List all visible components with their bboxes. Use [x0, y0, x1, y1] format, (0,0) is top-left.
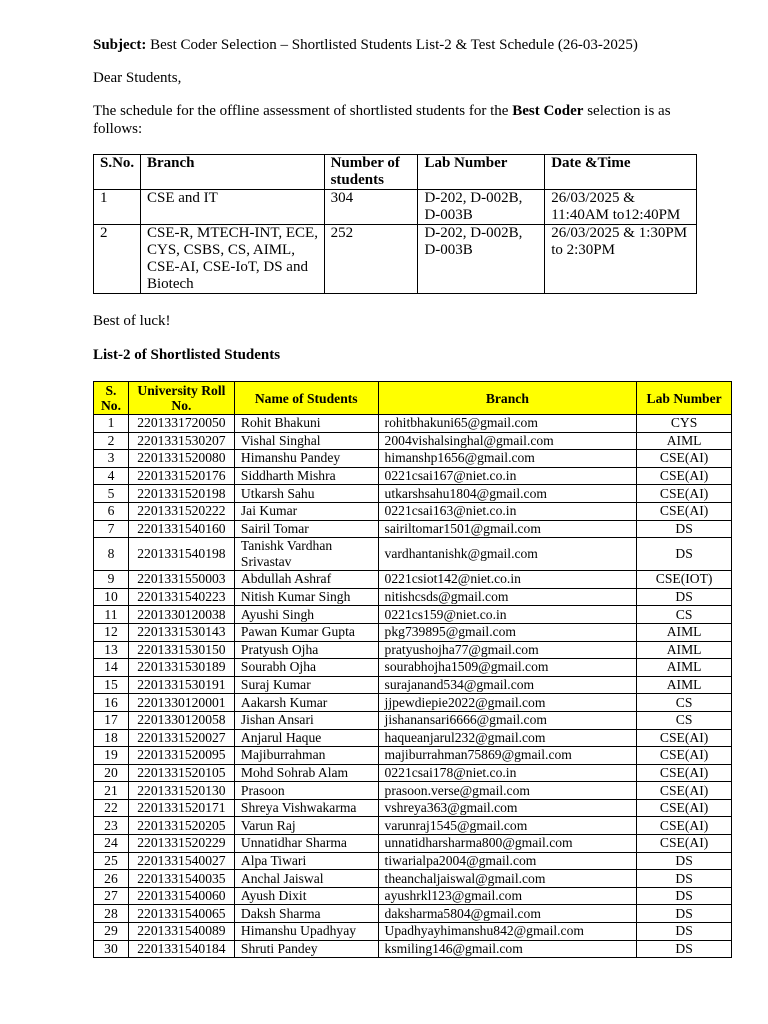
student-lab: CS	[637, 694, 732, 712]
schedule-row	[94, 225, 697, 294]
table-row	[94, 450, 732, 468]
student-sno: 17	[94, 711, 129, 729]
student-email: daksharma5804@gmail.com	[378, 905, 637, 923]
student-sno: 15	[94, 676, 129, 694]
student-email: varunraj1545@gmail.com	[378, 817, 637, 835]
student-sno: 12	[94, 623, 129, 641]
student-name: Ayushi Singh	[234, 606, 378, 624]
schedule-header-datetime: Date &Time	[545, 155, 697, 190]
student-email: jjpewdiepie2022@gmail.com	[378, 694, 637, 712]
student-sno: 18	[94, 729, 129, 747]
student-lab: DS	[637, 905, 732, 923]
student-roll: 2201331520176	[128, 467, 234, 485]
student-lab: CSE(AI)	[637, 799, 732, 817]
student-email: prasoon.verse@gmail.com	[378, 782, 637, 800]
student-sno: 20	[94, 764, 129, 782]
student-roll: 2201331530143	[128, 623, 234, 641]
schedule-header-lab: Lab Number	[418, 155, 545, 190]
student-roll: 2201331530189	[128, 659, 234, 677]
student-lab: AIML	[637, 641, 732, 659]
table-row	[94, 571, 732, 589]
table-row	[94, 502, 732, 520]
student-email: 2004vishalsinghal@gmail.com	[378, 432, 637, 450]
table-row	[94, 415, 732, 433]
student-name: Himanshu Upadhyay	[234, 923, 378, 941]
student-email: Upadhyayhimanshu842@gmail.com	[378, 923, 637, 941]
student-sno: 2	[94, 432, 129, 450]
student-roll: 2201331540160	[128, 520, 234, 538]
student-roll: 2201331530150	[128, 641, 234, 659]
schedule-header-branch: Branch	[140, 155, 324, 190]
table-row	[94, 782, 732, 800]
student-email: pratyushojha77@gmail.com	[378, 641, 637, 659]
student-name: Jishan Ansari	[234, 711, 378, 729]
student-email: nitishcsds@gmail.com	[378, 588, 637, 606]
greeting: Dear Students,	[93, 70, 182, 86]
student-name: Himanshu Pandey	[234, 450, 378, 468]
schedule-header-sno: S.No.	[94, 155, 141, 190]
student-lab: CSE(AI)	[637, 502, 732, 520]
student-name: Alpa Tiwari	[234, 852, 378, 870]
table-row	[94, 432, 732, 450]
student-roll: 2201331540027	[128, 852, 234, 870]
schedule-lab: D-202, D-002B, D-003B	[418, 225, 545, 294]
table-row	[94, 641, 732, 659]
closing-text: Best of luck!	[93, 313, 171, 329]
schedule-branch: CSE and IT	[140, 190, 324, 225]
student-email: 0221csai178@niet.co.in	[378, 764, 637, 782]
student-roll: 2201331550003	[128, 571, 234, 589]
table-row	[94, 852, 732, 870]
student-name: Anjarul Haque	[234, 729, 378, 747]
student-lab: CS	[637, 606, 732, 624]
student-roll: 2201331540060	[128, 887, 234, 905]
table-row	[94, 485, 732, 503]
student-sno: 25	[94, 852, 129, 870]
student-roll: 2201331520027	[128, 729, 234, 747]
student-email: majiburrahman75869@gmail.com	[378, 747, 637, 765]
student-name: Utkarsh Sahu	[234, 485, 378, 503]
student-lab: CSE(AI)	[637, 450, 732, 468]
student-sno: 22	[94, 799, 129, 817]
student-lab: CSE(AI)	[637, 485, 732, 503]
schedule-count: 304	[324, 190, 418, 225]
student-email: himanshp1656@gmail.com	[378, 450, 637, 468]
table-row	[94, 905, 732, 923]
student-roll: 2201331530207	[128, 432, 234, 450]
table-row	[94, 817, 732, 835]
student-lab: AIML	[637, 432, 732, 450]
student-name: Jai Kumar	[234, 502, 378, 520]
student-lab: DS	[637, 588, 732, 606]
student-lab: DS	[637, 887, 732, 905]
student-name: Nitish Kumar Singh	[234, 588, 378, 606]
student-name: Majiburrahman	[234, 747, 378, 765]
table-row	[94, 606, 732, 624]
student-lab: DS	[637, 940, 732, 958]
student-roll: 2201331540089	[128, 923, 234, 941]
schedule-datetime: 26/03/2025 & 1:30PM to 2:30PM	[545, 225, 697, 294]
schedule-datetime: 26/03/2025 & 11:40AM to12:40PM	[545, 190, 697, 225]
student-name: Sourabh Ojha	[234, 659, 378, 677]
student-sno: 27	[94, 887, 129, 905]
schedule-header-count: Number of students	[324, 155, 418, 190]
student-roll: 2201331540184	[128, 940, 234, 958]
student-email: 0221cs159@niet.co.in	[378, 606, 637, 624]
student-roll: 2201331530191	[128, 676, 234, 694]
student-sno: 7	[94, 520, 129, 538]
student-lab: CYS	[637, 415, 732, 433]
student-email: utkarshsahu1804@gmail.com	[378, 485, 637, 503]
students-body	[94, 415, 732, 958]
schedule-branch: CSE-R, MTECH-INT, ECE, CYS, CSBS, CS, AIML, CSE-AI, CSE-IoT, DS and Biotech	[140, 225, 324, 294]
student-name: Anchal Jaiswal	[234, 870, 378, 888]
student-roll: 2201331540065	[128, 905, 234, 923]
student-email: unnatidharsharma800@gmail.com	[378, 835, 637, 853]
student-sno: 14	[94, 659, 129, 677]
student-lab: AIML	[637, 623, 732, 641]
student-email: jishanansari6666@gmail.com	[378, 711, 637, 729]
students-header-sno: S. No.	[94, 382, 129, 415]
student-sno: 24	[94, 835, 129, 853]
students-header-lab: Lab Number	[637, 382, 732, 415]
student-lab: CSE(AI)	[637, 835, 732, 853]
student-email: 0221csai167@niet.co.in	[378, 467, 637, 485]
student-email: tiwarialpa2004@gmail.com	[378, 852, 637, 870]
table-row	[94, 870, 732, 888]
subject-line	[93, 36, 733, 54]
student-name: Unnatidhar Sharma	[234, 835, 378, 853]
student-sno: 26	[94, 870, 129, 888]
student-roll: 2201331520130	[128, 782, 234, 800]
table-row	[94, 799, 732, 817]
student-name: Sairil Tomar	[234, 520, 378, 538]
student-email: surajanand534@gmail.com	[378, 676, 637, 694]
table-row	[94, 711, 732, 729]
student-roll: 2201331540035	[128, 870, 234, 888]
student-name: Shruti Pandey	[234, 940, 378, 958]
student-sno: 16	[94, 694, 129, 712]
student-roll: 2201331720050	[128, 415, 234, 433]
student-sno: 3	[94, 450, 129, 468]
student-lab: CSE(AI)	[637, 817, 732, 835]
schedule-header-row	[94, 155, 697, 190]
student-name: Pawan Kumar Gupta	[234, 623, 378, 641]
student-sno: 21	[94, 782, 129, 800]
student-name: Suraj Kumar	[234, 676, 378, 694]
student-sno: 9	[94, 571, 129, 589]
student-sno: 6	[94, 502, 129, 520]
student-sno: 30	[94, 940, 129, 958]
table-row	[94, 764, 732, 782]
intro-paragraph	[93, 102, 683, 138]
student-name: Abdullah Ashraf	[234, 571, 378, 589]
student-email: 0221csai163@niet.co.in	[378, 502, 637, 520]
student-roll: 2201331520222	[128, 502, 234, 520]
student-sno: 5	[94, 485, 129, 503]
student-sno: 4	[94, 467, 129, 485]
table-row	[94, 694, 732, 712]
table-row	[94, 623, 732, 641]
intro-bold: Best Coder	[512, 103, 584, 119]
subject-label: Subject:	[93, 37, 147, 53]
table-row	[94, 729, 732, 747]
student-email: rohitbhakuni65@gmail.com	[378, 415, 637, 433]
student-name: Varun Raj	[234, 817, 378, 835]
list-title: List-2 of Shortlisted Students	[93, 347, 281, 363]
student-name: Shreya Vishwakarma	[234, 799, 378, 817]
student-lab: DS	[637, 852, 732, 870]
student-name: Vishal Singhal	[234, 432, 378, 450]
student-roll: 2201331520080	[128, 450, 234, 468]
table-row	[94, 659, 732, 677]
student-sno: 10	[94, 588, 129, 606]
student-name: Daksh Sharma	[234, 905, 378, 923]
table-row	[94, 467, 732, 485]
table-row	[94, 676, 732, 694]
student-sno: 19	[94, 747, 129, 765]
subject-text: Best Coder Selection – Shortlisted Students List-2 & Test Schedule (26-03-2025)	[146, 37, 638, 53]
student-roll: 2201331520229	[128, 835, 234, 853]
student-roll: 2201331520095	[128, 747, 234, 765]
student-lab: CSE(AI)	[637, 467, 732, 485]
student-roll: 2201330120001	[128, 694, 234, 712]
schedule-sno: 2	[94, 225, 141, 294]
student-sno: 23	[94, 817, 129, 835]
student-email: 0221csiot142@niet.co.in	[378, 571, 637, 589]
student-email: vshreya363@gmail.com	[378, 799, 637, 817]
student-lab: CSE(AI)	[637, 782, 732, 800]
student-lab: CSE(AI)	[637, 764, 732, 782]
student-lab: CSE(AI)	[637, 747, 732, 765]
students-table	[93, 381, 732, 958]
student-lab: DS	[637, 520, 732, 538]
student-sno: 1	[94, 415, 129, 433]
student-name: Mohd Sohrab Alam	[234, 764, 378, 782]
student-email: vardhantanishk@gmail.com	[378, 538, 637, 571]
table-row	[94, 588, 732, 606]
schedule-table	[93, 154, 697, 294]
student-sno: 29	[94, 923, 129, 941]
student-lab: AIML	[637, 659, 732, 677]
student-email: sourabhojha1509@gmail.com	[378, 659, 637, 677]
schedule-count: 252	[324, 225, 418, 294]
document-page	[93, 36, 733, 958]
student-lab: AIML	[637, 676, 732, 694]
student-email: theanchaljaiswal@gmail.com	[378, 870, 637, 888]
table-row	[94, 538, 732, 571]
student-lab: DS	[637, 538, 732, 571]
intro-before: The schedule for the offline assessment of shortlisted students for the	[93, 103, 513, 119]
schedule-row	[94, 190, 697, 225]
student-roll: 2201331540223	[128, 588, 234, 606]
table-row	[94, 940, 732, 958]
student-roll: 2201330120058	[128, 711, 234, 729]
student-name: Tanishk Vardhan Srivastav	[234, 538, 378, 571]
intro-after: selection is as follows:	[93, 103, 671, 137]
student-sno: 28	[94, 905, 129, 923]
table-row	[94, 520, 732, 538]
students-header-roll: University Roll No.	[128, 382, 234, 415]
students-header-name: Name of Students	[234, 382, 378, 415]
student-name: Ayush Dixit	[234, 887, 378, 905]
table-row	[94, 747, 732, 765]
student-roll: 2201331520105	[128, 764, 234, 782]
student-name: Prasoon	[234, 782, 378, 800]
student-lab: CSE(AI)	[637, 729, 732, 747]
student-roll: 2201331520205	[128, 817, 234, 835]
student-name: Siddharth Mishra	[234, 467, 378, 485]
student-lab: DS	[637, 923, 732, 941]
student-email: pkg739895@gmail.com	[378, 623, 637, 641]
table-row	[94, 923, 732, 941]
student-lab: CSE(IOT)	[637, 571, 732, 589]
student-email: haqueanjarul232@gmail.com	[378, 729, 637, 747]
student-roll: 2201331520171	[128, 799, 234, 817]
table-row	[94, 887, 732, 905]
student-name: Rohit Bhakuni	[234, 415, 378, 433]
students-header-row	[94, 382, 732, 415]
student-lab: CS	[637, 711, 732, 729]
schedule-sno: 1	[94, 190, 141, 225]
student-email: ksmiling146@gmail.com	[378, 940, 637, 958]
student-roll: 2201331520198	[128, 485, 234, 503]
student-sno: 8	[94, 538, 129, 571]
student-roll: 2201331540198	[128, 538, 234, 571]
student-name: Aakarsh Kumar	[234, 694, 378, 712]
student-sno: 11	[94, 606, 129, 624]
student-sno: 13	[94, 641, 129, 659]
student-email: ayushrkl123@gmail.com	[378, 887, 637, 905]
table-row	[94, 835, 732, 853]
student-name: Pratyush Ojha	[234, 641, 378, 659]
student-roll: 2201330120038	[128, 606, 234, 624]
students-header-branch: Branch	[378, 382, 637, 415]
student-lab: DS	[637, 870, 732, 888]
schedule-lab: D-202, D-002B, D-003B	[418, 190, 545, 225]
student-email: sairiltomar1501@gmail.com	[378, 520, 637, 538]
